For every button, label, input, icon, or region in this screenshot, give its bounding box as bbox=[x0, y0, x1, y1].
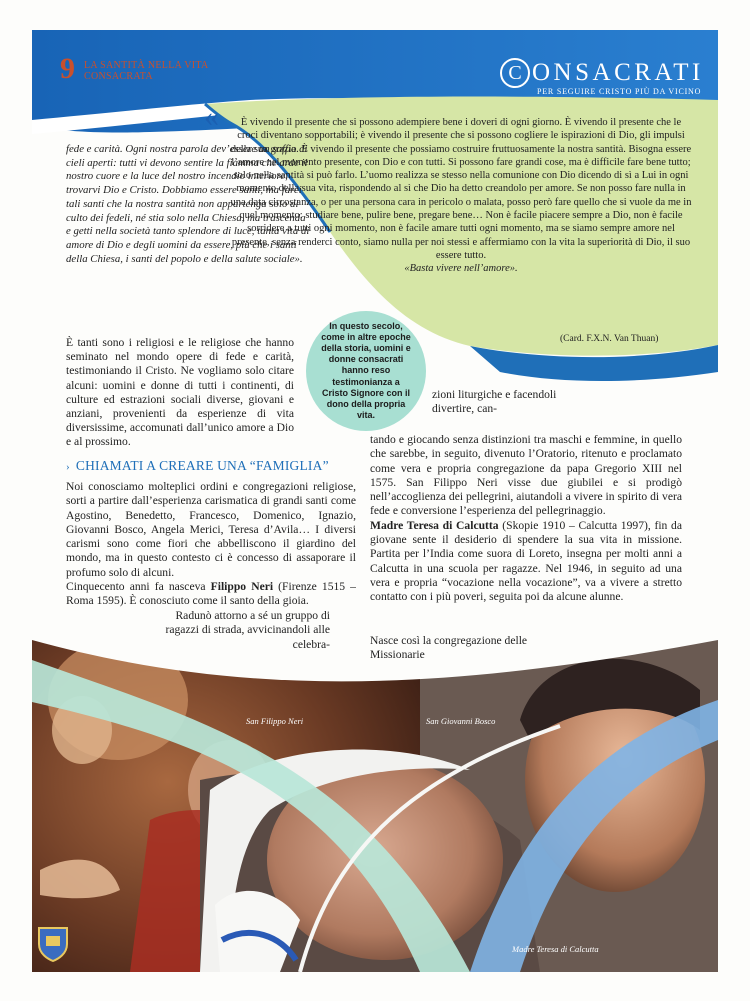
right-column bbox=[370, 433, 682, 605]
body-paragraph-1 bbox=[66, 336, 294, 450]
right-column-tail-text: Nasce così la congregazione delle Missionarie bbox=[370, 634, 528, 662]
filippo-name: Filippo Neri bbox=[210, 580, 274, 594]
pullquote-circle bbox=[306, 311, 426, 431]
caption-bosco: San Giovanni Bosco bbox=[426, 716, 496, 726]
section-label-line-2: CONSACRATA bbox=[84, 71, 153, 82]
right-column-teresa bbox=[370, 519, 682, 605]
filippo-text: (Firenze 1515 – Roma 1595). È conosciuto come il santo della gioia. bbox=[66, 580, 356, 608]
section-label bbox=[84, 60, 208, 82]
right-column-lead bbox=[432, 388, 562, 417]
right-column-text-a: tando e giocando senza distinzioni tra maschi e femmine, in quello che sarebbe, in seguito, divenuto l’Oratorio, ritenuto e proclamato come vera e propria congregazione da papa Gregorio XIII nel 1575. San Filippo Neri visse due giubilei e si prodigò nell’accoglienza dei pellegrini, aiutandoli a vivere in spirito di vera fede e conversione l’esperienza del pellegrinaggio. bbox=[370, 433, 682, 518]
right-column-lead-text: zioni liturgiche e facendoli divertire, can- bbox=[432, 388, 557, 416]
logo-mark: C bbox=[500, 58, 530, 88]
section-label-line-1: LA SANTITÀ NELLA VITA bbox=[84, 60, 209, 71]
body-paragraph-2b bbox=[66, 580, 356, 609]
quote-body: È vivendo il presente che si possono adempiere bene i doveri di ogni giorno. È vivendo il presente che le croci diventano sopportabili; è vivendo il presente che si possono cogliere le ispirazioni di Dio, gli impulsi della sua grazia. È vivendo il presente che possiamo costruire fruttuosamente la nostra santità. Bisogna essere l’amore nel momento presente, con Dio e con tutti. Si possono fare grandi cose, ma è difficile fare bene tutto; solo nella santità si può farlo. L’uomo realizza se stesso nella comunione con Dio dicendo di sì a Lui in ogni momento della sua vita, rispondendo al sì che Dio ha detto creandolo per amore. Se non posso fare nulla in una data circostanza, o per una persona cara in pericolo o malata, posso però fare quello che si vuole da me in quel momento: studiare bene, pulire bene, pregare bene… Non è facile piacere sempre a Dio, non è facile sorridere a tutti ogni momento, non è facile amare tutti ogni momento, ma se siamo sempre amore nel presente, senza renderci conto, siamo nulla per noi stessi e affermiamo con la vita la superiorità di Dio, il suo essere tutto. bbox=[230, 117, 692, 261]
body-paragraph-2c bbox=[150, 609, 330, 652]
page-number: 9 bbox=[60, 52, 75, 85]
logo-wordmark: ONSACRATI bbox=[532, 59, 704, 86]
caption-teresa: Madre Teresa di Calcutta bbox=[512, 944, 599, 954]
intro-italic-text bbox=[66, 143, 311, 266]
teresa-name: Madre Teresa di Calcutta bbox=[370, 518, 499, 532]
pullquote-text: In questo secolo, come in altre epoche della storia, uomini e donne consacrati hanno reso testimonianza a Cristo Signore con il dono della propria vita. bbox=[321, 320, 411, 421]
quote-source: (Card. F.X.N. Van Thuan) bbox=[560, 334, 659, 344]
intro-paragraph: fede e carità. Ogni nostra parola dev’essere un soffio di cieli aperti: tutti vi devono sentire la fiamma che arde il nostro cuore e la luce del nostro incendio interiore, trovarvi Dio e Cristo. Dobbiamo essere santi, ma farci tali santi che la nostra santità non appartenga solo al culto dei fedeli, né stia solo nella Chiesa, ma trascenda e getti nella società tanto splendore di luce, tanta vita di amore di Dio e degli uomini da essere, più che i santi della Chiesa, i santi del popolo e della salute sociale». bbox=[66, 143, 310, 265]
logo-tagline: PER SEGUIRE CRISTO PIÙ DA VICINO bbox=[537, 87, 702, 96]
body-paragraph-2c-text: Radunò attorno a sé un gruppo di ragazzi di strada, avvicinandoli alle celebra- bbox=[165, 609, 330, 651]
photo-collage bbox=[32, 626, 718, 972]
section-heading-text: CHIAMATI A CREARE UNA “FAMIGLIA” bbox=[75, 458, 329, 473]
body-paragraph-1-text: È tanti sono i religiosi e le religiose che hanno seminato nel mondo opere di fede e carità, testimoniando il Cristo. Ne vogliamo solo citare alcuni: uomini e donne di tutti i continenti, di culture ed estrazioni sociali diverse, giovani e anziani, provenienti da esperienze di vita diversissime, accomunati dall’unico amore a Dio e al prossimo. bbox=[66, 336, 294, 449]
crest-icon bbox=[36, 924, 70, 962]
quote-closing: «Basta vivere nell’amore». bbox=[404, 263, 518, 275]
chevron-right-icon: › bbox=[66, 461, 70, 473]
filippo-intro: Cinquecento anni fa nasceva bbox=[66, 580, 211, 594]
body-paragraph-2 bbox=[66, 480, 356, 609]
body-paragraph-2a: Noi conosciamo molteplici ordini e congregazioni religiose, sorti a partire dall’esperienza carismatica di grandi santi come Agostino, Benedetto, Francesco, Domenico, Ignazio, Giovanni Bosco, Angela Merici, Teresa d’Avila… I diversi carismi sono come fiori che abbelliscono il giardino del mondo, ma in questo contesto ci è concesso di assaporare il profumo solo di alcuni. bbox=[66, 480, 356, 579]
section-heading bbox=[66, 458, 329, 474]
quote-open-mark: « bbox=[204, 100, 219, 133]
right-column-tail bbox=[370, 634, 570, 663]
caption-filippo: San Filippo Neri bbox=[246, 716, 304, 726]
teresa-text: (Skopie 1910 – Calcutta 1997), fin da giovane sente il desiderio di spendere la sua vita in missione. Partita per l’India come suora di Loreto, insegna per molti anni a Calcutta in una scuola per ragazze. Nel 1946, in seguito ad una vera e propria “vocazione nella vocazione”, va a vivere a stretto contatto con i più poveri, seguita poi da alcune alunne. bbox=[370, 518, 682, 604]
